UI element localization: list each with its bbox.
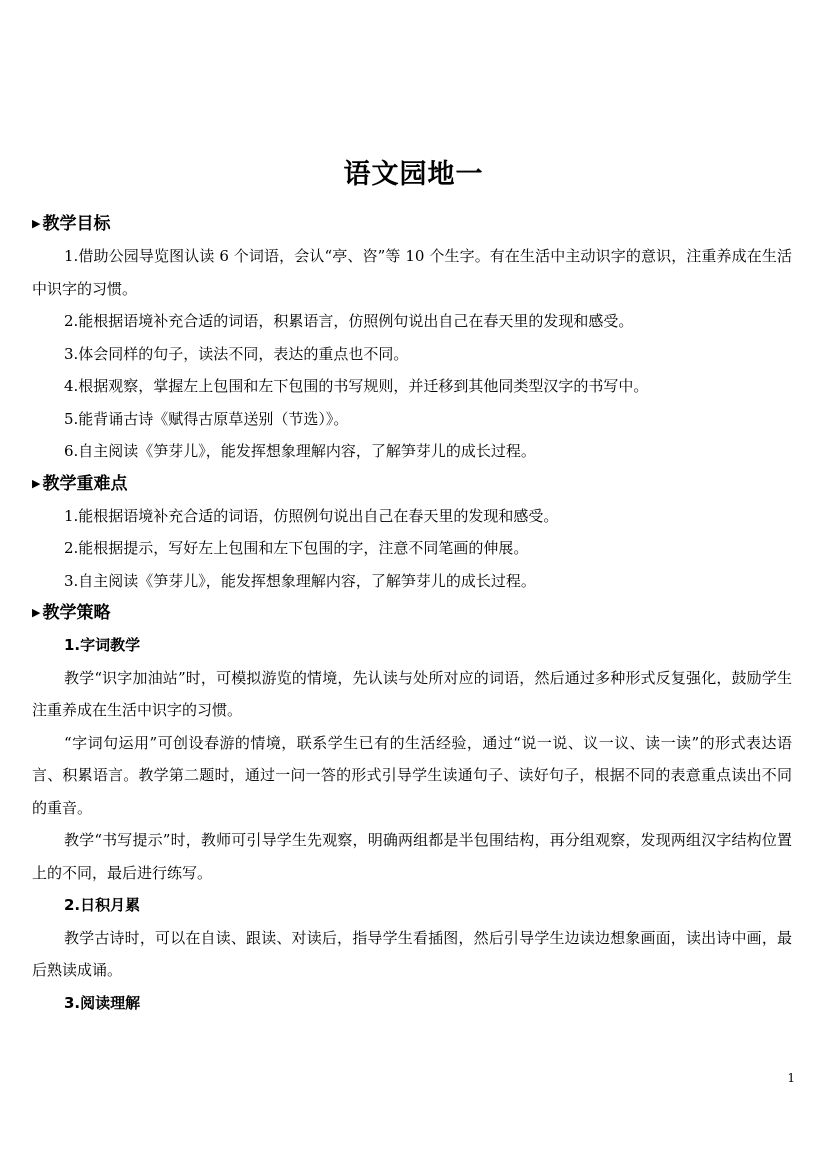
goal-item: 6.自主阅读《笋芽儿》，能发挥想象理解内容，了解笋芽儿的成长过程。	[64, 442, 536, 460]
goal-item: 4.根据观察，掌握左上包围和左下包围的书写规则，并迁移到其他同类型汉字的书写中。	[64, 377, 649, 395]
keypoint-item: 2.能根据提示，写好左上包围和左下包围的字，注意不同笔画的伸展。	[64, 539, 529, 557]
section-heading-strategy	[32, 597, 792, 629]
goal-item: 1.借助公园导览图认读 6 个词语，会认“亭、咨”等 10 个生字。有在生活中主动识字的意识，注重养成在生活中识字的习惯。	[32, 247, 792, 298]
goal-item: 5.能背诵古诗《赋得古原草送别（节选）》。	[64, 409, 349, 428]
subheading-daily-accumulation: 2.日积月累	[64, 896, 141, 914]
page-number: 1	[787, 1071, 795, 1085]
strategy-paragraph: 教学古诗时，可以在自读、跟读、对读后，指导学生看插图，然后引导学生边读边想象画面，读出诗中画，最后熟读成诵。	[32, 928, 792, 979]
triangle-bullet-icon: ▶	[32, 476, 41, 490]
document-body	[32, 208, 792, 1019]
section-heading-goals	[32, 208, 792, 240]
section-heading-keypoints	[32, 468, 792, 500]
strategy-paragraph: 教学“书写提示”时，教师可引导学生先观察，明确两组都是半包围结构，再分组观察，发现两组汉字结构位置上的不同，最后进行练写。	[32, 831, 792, 882]
strategy-paragraph: 教学“识字加油站”时，可模拟游览的情境，先认读与处所对应的词语，然后通过多种形式反复强化，鼓励学生注重养成在生活中识字的习惯。	[32, 668, 792, 719]
triangle-bullet-icon: ▶	[32, 217, 41, 230]
subheading-reading: 3.阅读理解	[64, 993, 141, 1012]
goal-item: 2.能根据语境补充合适的词语，积累语言，仿照例句说出自己在春天里的发现和感受。	[64, 312, 634, 330]
goal-item: 3.体会同样的句子，读法不同，表达的重点也不同。	[64, 344, 409, 363]
keypoint-item: 1.能根据语境补充合适的词语，仿照例句说出自己在春天里的发现和感受。	[64, 506, 559, 525]
strategy-paragraph: “字词句运用”可创设春游的情境，联系学生已有的生活经验，通过“说一说、议一议、读一读”的形式表达语言、积累语言。教学第二题时，通过一问一答的形式引导学生读通句子、读好句子，根据不同的表意重点读出不同的重音。	[32, 733, 792, 817]
keypoint-item: 3.自主阅读《笋芽儿》，能发挥想象理解内容，了解笋芽儿的成长过程。	[64, 571, 536, 590]
page-title: 语文园地一	[343, 159, 484, 190]
triangle-bullet-icon: ▶	[32, 606, 41, 619]
section-heading-text: 教学重难点	[42, 473, 128, 494]
section-heading-text: 教学目标	[42, 214, 111, 234]
subheading-vocabulary: 1.字词教学	[64, 636, 141, 654]
section-heading-text: 教学策略	[42, 603, 111, 623]
